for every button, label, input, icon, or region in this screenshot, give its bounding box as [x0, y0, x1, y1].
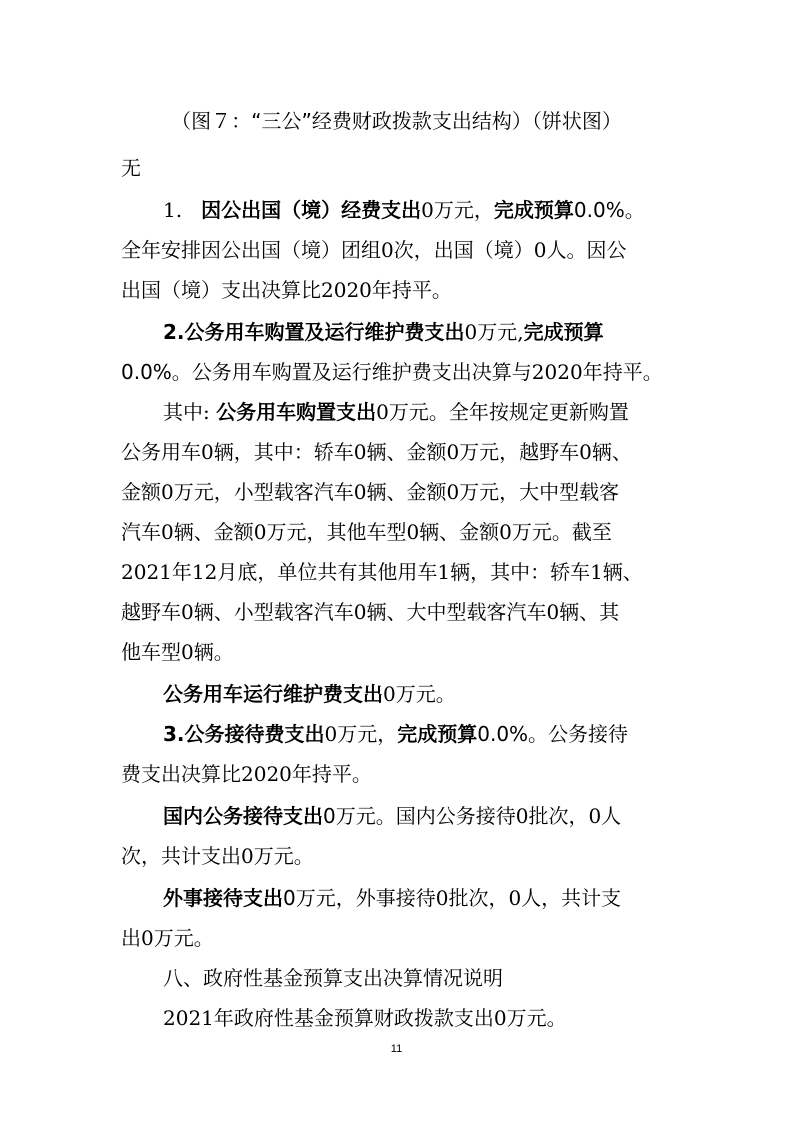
sec3-domestic-text: 万元。国内公务接待0批次，0人 — [335, 804, 622, 828]
page-number: 11 — [390, 1043, 403, 1055]
sec1-line3: 出国（境）支出决算比2020年持平。 — [121, 278, 452, 302]
sec3-line2: 费支出决算比2020年持平。 — [121, 762, 372, 786]
sec3-amount: 0万元， — [324, 722, 398, 746]
sec2-line6: 汽车0辆、金额0万元，其他车型0辆、金额0万元。截至 — [121, 520, 612, 544]
sec2-percent: 0.0%。 — [121, 360, 192, 384]
sec3-foreign-line — [163, 884, 683, 912]
sec3-domestic-line — [163, 802, 683, 830]
sec2-line7: 2021年12月底，单位共有其他用车1辆，其中：轿车1辆、 — [121, 560, 643, 584]
sec1-heading: 因公出国（境）经费支出 — [201, 198, 422, 222]
sec2-line2-text: 公务用车购置及运行维护费支出决算与2020年持平。 — [191, 360, 663, 384]
sec2-operation-line — [163, 680, 683, 708]
sec3-domestic-amount: 0 — [323, 804, 336, 828]
sec3-foreign-heading: 外事接待支出 — [163, 886, 283, 910]
sec2-sub-text: 0万元。全年按规定更新购置 — [376, 400, 629, 424]
sec8-body: 2021年政府性基金预算财政拨款支出0万元。 — [163, 1006, 567, 1030]
sec2-heading: 2.公务用车购置及运行维护费支出 — [163, 320, 465, 344]
figure-caption: （图７：“三公”经费财政拨款支出结构）（饼状图） — [171, 109, 622, 133]
sec3-foreign-line2: 出0万元。 — [121, 926, 214, 950]
sec3-heading: 3.公务接待费支出 — [163, 722, 325, 746]
sec3-budget-label: 完成预算 — [397, 722, 478, 746]
sec3-foreign-text: 万元，外事接待0批次，0人，共计支 — [295, 886, 622, 910]
sec3-percent: 0.0%。 — [477, 722, 549, 746]
sec8-heading: 八、政府性基金预算支出决算情况说明 — [163, 966, 503, 990]
sec2-amount: 0万元, — [464, 320, 524, 344]
sec2-line8: 越野车0辆、小型载客汽车0辆、大中型载客汽车0辆、其 — [121, 600, 620, 624]
sec2-line2 — [121, 358, 681, 386]
sec3-line1-tail: 公务接待 — [548, 722, 629, 746]
sec2-line1 — [163, 318, 683, 346]
sec3-foreign-amount: 0 — [283, 886, 296, 910]
sec2-line3 — [163, 398, 683, 426]
sec3-domestic-heading: 国内公务接待支出 — [163, 804, 323, 828]
sec1-percent: 0.0%。 — [573, 198, 645, 222]
sec2-sub-heading: 公务用车购置支出 — [216, 400, 377, 424]
sec3-domestic-line2: 次，共计支出0万元。 — [121, 844, 314, 868]
sec1-amount: 0万元， — [421, 198, 494, 222]
sec2-budget-label: 完成预算 — [523, 320, 604, 344]
sec2-line4: 公务用车0辆，其中：轿车0辆、金额0万元，越野车0辆、 — [121, 440, 632, 464]
sec1-number: 1. — [163, 198, 183, 222]
sec1-budget-label: 完成预算 — [493, 198, 574, 222]
sec2-operation-heading: 公务用车运行维护费支出 — [163, 682, 383, 706]
sec2-operation-text: 0万元。 — [383, 682, 456, 706]
sec2-sub-prefix: 其中: — [163, 400, 210, 424]
sec3-line1 — [163, 720, 683, 748]
sec1-line1 — [163, 196, 683, 224]
sec2-line9: 他车型0辆。 — [121, 640, 234, 664]
sec1-line2: 全年安排因公出国（境）团组0次，出国（境）0人。因公 — [121, 238, 627, 262]
no-chart-note: 无 — [121, 156, 141, 180]
sec2-line5: 金额0万元，小型载客汽车0辆、金额0万元，大中型载客 — [121, 480, 620, 504]
